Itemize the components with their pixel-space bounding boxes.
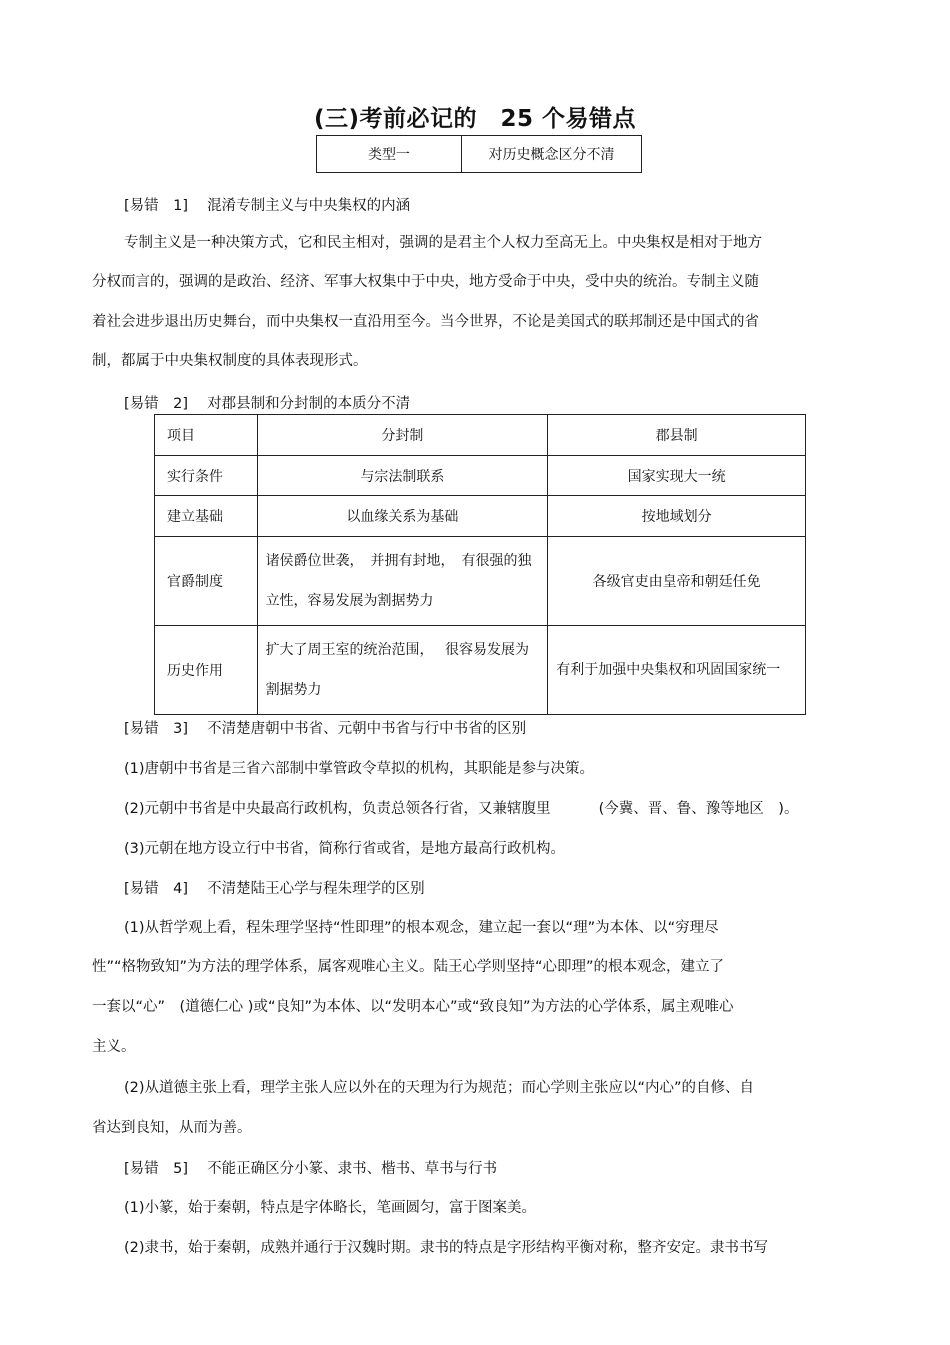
row-label: 建立基础	[155, 496, 258, 537]
error-1-heading: [易错 1] 混淆专制主义与中央集权的内涵	[124, 198, 411, 214]
error-4-heading: [易错 4] 不清楚陆王心学与程朱理学的区别	[124, 881, 425, 897]
row-label: 官爵制度	[155, 537, 258, 626]
header-fengjian: 分封制	[257, 415, 548, 456]
error-2-heading: [易错 2] 对郡县制和分封制的本质分不清	[124, 396, 411, 412]
error-4-line: 省达到良知，从而为善。	[92, 1120, 252, 1136]
header-item: 项目	[155, 415, 258, 456]
table-row	[155, 537, 806, 626]
error-3-line: (1)唐朝中书省是三省六部制中掌管政令草拟的机构，其职能是参与决策。	[124, 761, 595, 777]
table-row	[155, 496, 806, 537]
error-5-line: (2)隶书，始于秦朝，成熟并通行于汉魏时期。隶书的特点是字形结构平衡对称，整齐安定。隶书书写	[124, 1240, 769, 1256]
type-label: 类型一	[317, 136, 462, 173]
header-junxian: 郡县制	[548, 415, 806, 456]
type-desc: 对历史概念区分不清	[462, 136, 642, 173]
error-4-line: 主义。	[92, 1039, 136, 1055]
row-junxian: 国家实现大一统	[548, 456, 806, 496]
row-fengjian: 扩大了周王室的统治范围， 很容易发展为割据势力	[257, 626, 548, 715]
table-row	[155, 626, 806, 715]
error-4-line: 性”“格物致知”为方法的理学体系，属客观唯心主义。陆王心学则坚持“心即理”的根本观念，建立了	[92, 959, 725, 975]
error-1-line: 着社会进步退出历史舞台，而中央集权一直沿用至今。当今世界，不论是美国式的联邦制还是中国式的省	[92, 314, 759, 330]
table-row	[155, 456, 806, 496]
error-1-line: 专制主义是一种决策方式，它和民主相对，强调的是君主个人权力至高无上。中央集权是相对于地方	[124, 235, 762, 251]
type-row	[317, 136, 642, 173]
row-fengjian: 以血缘关系为基础	[257, 496, 548, 537]
row-fengjian: 与宗法制联系	[257, 456, 548, 496]
error-3-line: (2)元朝中书省是中央最高行政机构，负责总领各行省，又兼辖腹里 (今冀、晋、鲁、豫等地区 )。	[124, 801, 799, 817]
row-junxian: 按地域划分	[548, 496, 806, 537]
error-5-heading: [易错 5] 不能正确区分小篆、隶书、楷书、草书与行书	[124, 1161, 498, 1177]
error-3-heading: [易错 3] 不清楚唐朝中书省、元朝中书省与行中书省的区别	[124, 721, 527, 737]
error-1-line: 分权而言的，强调的是政治、经济、军事大权集中于中央，地方受命于中央，受中央的统治。专制主义随	[92, 274, 759, 290]
page-title: (三)考前必记的 25 个易错点	[313, 106, 637, 132]
error-5-line: (1)小篆，始于秦朝，特点是字体略长，笔画圆匀，富于图案美。	[124, 1200, 537, 1216]
row-label: 实行条件	[155, 456, 258, 496]
error-4-line: (2)从道德主张上看，理学主张人应以外在的天理为行为规范；而心学则主张应以“内心”的自修、自	[124, 1080, 755, 1096]
row-junxian: 各级官吏由皇帝和朝廷任免	[548, 537, 806, 626]
error-4-line: 一套以“心” (道德仁心 )或“良知”为本体、以“发明本心”或“致良知”为方法的心学体系，属主观唯心	[92, 999, 734, 1015]
row-junxian: 有利于加强中央集权和巩固国家统一	[548, 626, 806, 715]
row-fengjian: 诸侯爵位世袭， 并拥有封地， 有很强的独立性，容易发展为割据势力	[257, 537, 548, 626]
type-table	[316, 135, 642, 173]
error-4-line: (1)从哲学观上看，程朱理学坚持“性即理”的根本观念，建立起一套以“理”为本体、以“穷理尽	[124, 920, 719, 936]
table-header-row	[155, 415, 806, 456]
error-3-line: (3)元朝在地方设立行中书省，简称行省或省，是地方最高行政机构。	[124, 841, 566, 857]
comparison-table	[154, 414, 806, 715]
row-label: 历史作用	[155, 626, 258, 715]
error-1-line: 制，都属于中央集权制度的具体表现形式。	[92, 353, 368, 369]
